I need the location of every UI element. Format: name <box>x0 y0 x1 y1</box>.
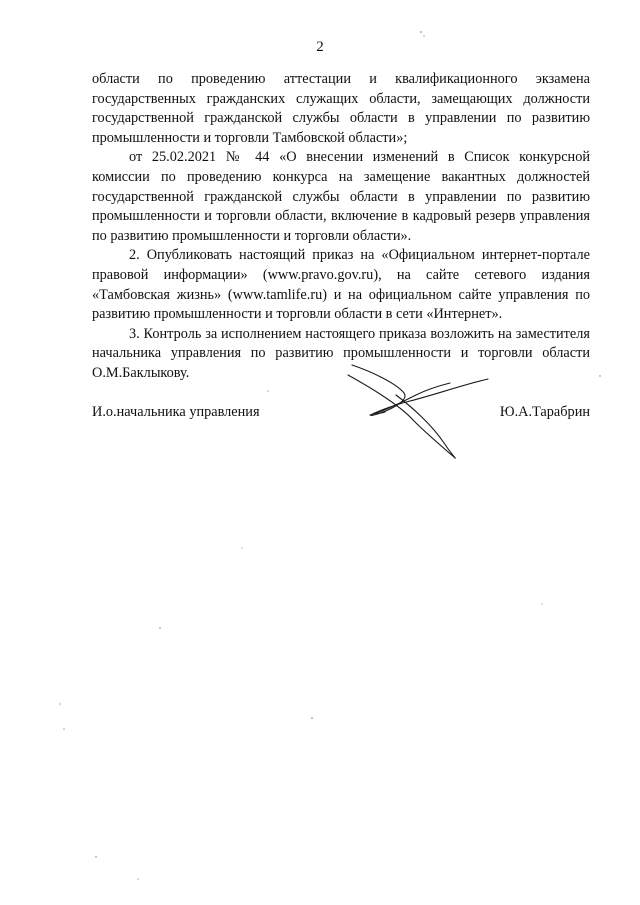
paragraph-order-reference: от 25.02.2021 № 44 «О внесении изменений в Список конкурсной комиссии по проведению конкурса на замещение вакантных должностей государственной гражданской службы области в управлении по развитию промышленности и торговли области, включение в кадровый резерв управления по развитию промышленности и торговли области». <box>92 149 590 244</box>
paragraph-continuation: области по проведению аттестации и квалификационного экзамена государственных гражданских служащих области, замещающих должности государственной гражданской службы области в управлении по развитию промышленности и торговли Тамбовской области»; <box>92 71 590 146</box>
paragraph-item-2-publish: 2. Опубликовать настоящий приказ на «Официальном интернет-портале правовой информации» (www.pravo.gov.ru), на сайте сетевого издания «Тамбовская жизнь» (www.tamlife.ru) и на официальном сайте управления по развитию промышленности и торговли области в сети «Интернет». <box>92 247 590 323</box>
signatory-title: И.о.начальника управления <box>92 404 260 420</box>
paragraph-item-3-control: 3. Контроль за исполнением настоящего приказа возложить на заместителя начальника управления по развитию промышленности и торговли области О.М.Баклыкову. <box>92 325 590 381</box>
document-body <box>92 70 590 384</box>
page-number: 2 <box>316 39 324 55</box>
handwritten-signature <box>330 345 500 465</box>
signatory-name: Ю.А.Тарабрин <box>499 404 590 420</box>
